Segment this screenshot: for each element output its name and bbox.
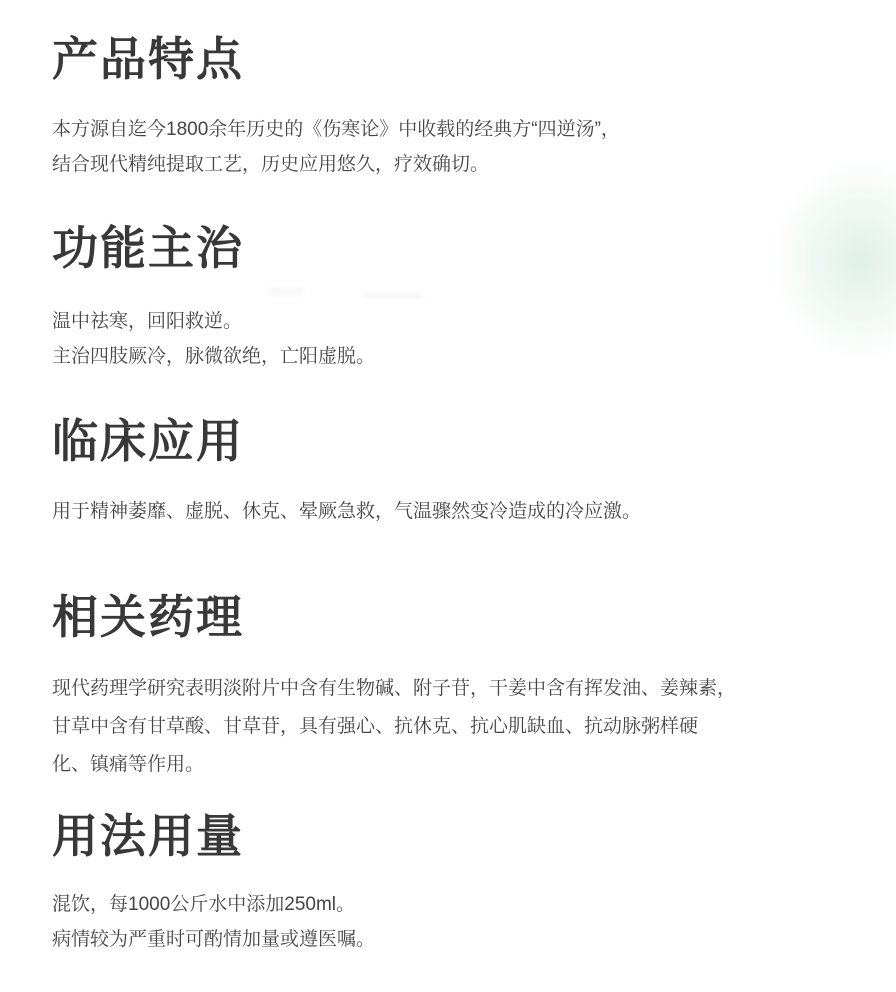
section-heading: 相关药理 — [52, 591, 244, 643]
section-paragraph-line: 主治四肢厥冷，脉微欲绝，亡阳虚脱。 — [52, 346, 376, 367]
section-paragraph-line: 混饮，每1000公斤水中添加250ml。 — [52, 894, 356, 915]
section-paragraph-line: 甘草中含有甘草酸、甘草苷，具有强心、抗休克、抗心肌缺血、抗动脉粥样硬 — [52, 716, 699, 737]
section-clinical-application — [52, 414, 856, 529]
section-paragraph — [52, 670, 856, 784]
section-heading: 临床应用 — [52, 415, 244, 467]
section-product-features — [52, 32, 856, 182]
section-paragraph — [52, 887, 856, 957]
section-heading: 功能主治 — [52, 222, 244, 274]
section-paragraph — [52, 494, 856, 529]
section-functions-indications — [52, 221, 856, 374]
section-paragraph — [52, 112, 856, 182]
section-paragraph-line: 本方源自迄今1800余年历史的《伤寒论》中收载的经典方“四逆汤”， — [52, 119, 620, 140]
section-paragraph-line: 结合现代精纯提取工艺，历史应用悠久，疗效确切。 — [52, 154, 490, 175]
section-heading: 用法用量 — [52, 810, 244, 862]
section-paragraph-line: 现代药理学研究表明淡附片中含有生物碱、附子苷，干姜中含有挥发油、姜辣素， — [52, 678, 737, 699]
section-dosage — [52, 809, 856, 957]
section-pharmacology — [52, 590, 856, 784]
section-paragraph — [52, 304, 856, 374]
section-paragraph-line: 化、镇痛等作用。 — [52, 754, 205, 775]
section-heading: 产品特点 — [52, 33, 244, 85]
section-paragraph-line: 病情较为严重时可酌情加量或遵医嘱。 — [52, 929, 376, 950]
section-paragraph-line: 温中祛寒，回阳救逆。 — [52, 311, 243, 332]
section-paragraph-line: 用于精神萎靡、虚脱、休克、晕厥急救，气温骤然变冷造成的冷应激。 — [52, 501, 642, 522]
